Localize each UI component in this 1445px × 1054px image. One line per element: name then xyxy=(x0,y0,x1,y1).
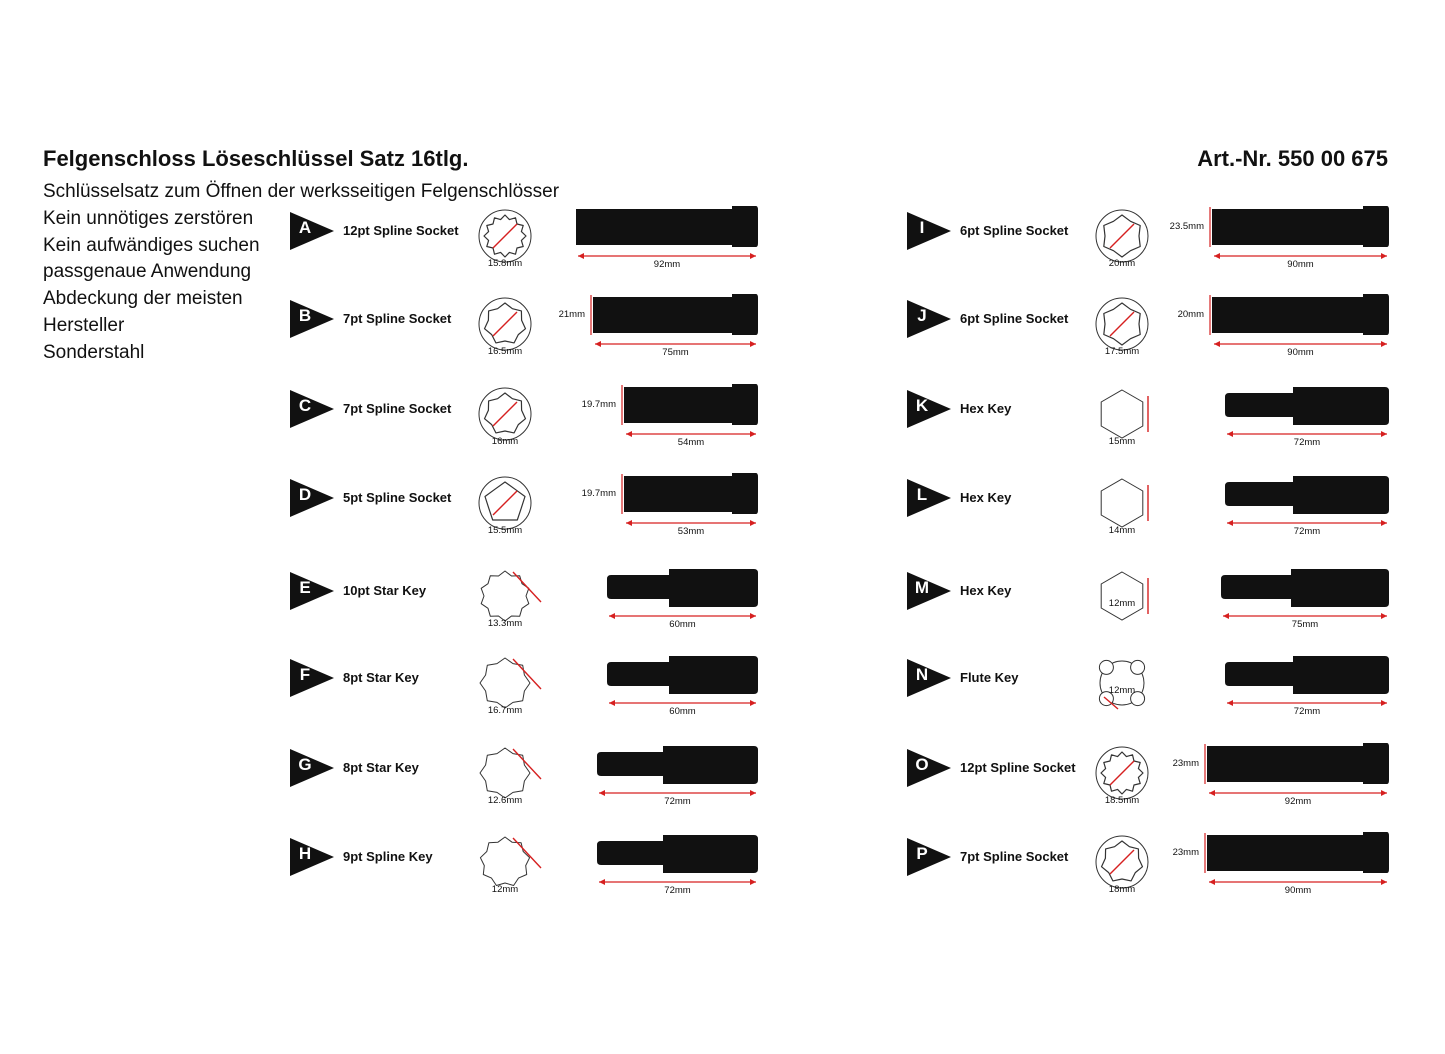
item-letter: I xyxy=(919,218,925,237)
length-dimension: 72mm xyxy=(1293,437,1321,448)
diameter-dimension: 23mm xyxy=(1172,847,1199,858)
tool-item xyxy=(290,472,810,548)
diameter-dimension: 21mm xyxy=(558,309,585,320)
length-dimension: 60mm xyxy=(669,706,696,717)
feature-item: passgenaue Anwendung xyxy=(43,261,252,283)
article-number: Art.-Nr. 550 00 675 xyxy=(1197,146,1388,171)
length-dimension: 90mm xyxy=(1284,885,1312,896)
item-name: 12pt Spline Socket xyxy=(960,760,1076,775)
tool-item xyxy=(907,742,1427,818)
item-letter: C xyxy=(298,396,312,415)
item-name: 10pt Star Key xyxy=(343,583,427,598)
diameter-marker xyxy=(618,472,626,516)
diameter-dimension: 23mm xyxy=(1172,758,1199,769)
profile-dimension: 15.8mm xyxy=(487,258,523,269)
item-name: 5pt Spline Socket xyxy=(343,490,452,505)
feature-item: Kein unnötiges zerstören xyxy=(43,207,254,229)
length-dimension: 72mm xyxy=(1293,706,1321,717)
tool-item xyxy=(907,293,1427,369)
item-name: Hex Key xyxy=(960,401,1012,416)
item-letter: B xyxy=(298,306,312,325)
item-letter: H xyxy=(298,844,312,863)
tool-item xyxy=(290,652,810,728)
item-letter: L xyxy=(916,485,928,504)
feature-item: Kein aufwändiges suchen xyxy=(43,234,260,256)
profile-dimension: 12mm xyxy=(1108,685,1136,696)
profile-dimension: 16.7mm xyxy=(487,705,523,716)
profile-dimension: 12mm xyxy=(1108,598,1136,609)
tool-item xyxy=(290,383,810,459)
item-letter: F xyxy=(299,665,311,684)
item-name: Hex Key xyxy=(960,583,1012,598)
tool-item xyxy=(290,565,810,641)
profile-dimension: 12.6mm xyxy=(487,795,523,806)
feature-item: Abdeckung der meisten xyxy=(43,288,243,310)
length-dimension: 60mm xyxy=(669,619,696,630)
page-title: Felgenschloss Löseschlüssel Satz 16tlg. xyxy=(43,146,469,171)
tool-item xyxy=(907,831,1427,907)
item-name: 12pt Spline Socket xyxy=(343,223,459,238)
length-dimension: 72mm xyxy=(664,885,691,896)
item-letter: E xyxy=(299,578,311,597)
length-dimension: 53mm xyxy=(677,526,705,537)
tool-item xyxy=(290,205,810,281)
length-dimension: 54mm xyxy=(677,437,705,448)
diameter-dimension: 20mm xyxy=(1177,309,1204,320)
feature-item: Hersteller xyxy=(43,314,125,336)
item-name: 8pt Star Key xyxy=(343,760,419,775)
profile-dimension: 16.5mm xyxy=(487,346,523,357)
profile-dimension: 12mm xyxy=(491,884,519,895)
length-dimension: 72mm xyxy=(664,796,691,807)
profile-dimension: 15.5mm xyxy=(487,525,523,536)
length-dimension: 90mm xyxy=(1287,347,1314,358)
length-dimension: 92mm xyxy=(1284,796,1312,807)
diameter-marker xyxy=(1201,742,1209,786)
profile-dimension: 14mm xyxy=(1108,525,1136,536)
diameter-marker xyxy=(1201,831,1209,875)
length-dimension: 75mm xyxy=(662,347,689,358)
item-letter: J xyxy=(917,306,927,325)
tool-item xyxy=(290,831,810,907)
length-dimension: 72mm xyxy=(1293,526,1321,537)
item-name: 7pt Spline Socket xyxy=(960,849,1069,864)
tool-item xyxy=(907,565,1427,641)
item-name: 6pt Spline Socket xyxy=(960,223,1069,238)
item-name: 7pt Spline Socket xyxy=(343,401,452,416)
diameter-dimension: 19.7mm xyxy=(581,488,616,499)
diameter-dimension: 19.7mm xyxy=(581,399,616,410)
tool-item xyxy=(907,205,1427,281)
tool-item xyxy=(290,293,810,369)
profile-dimension: 20mm xyxy=(1108,258,1136,269)
item-name: Hex Key xyxy=(960,490,1012,505)
item-letter: G xyxy=(298,755,312,774)
item-name: 8pt Star Key xyxy=(343,670,419,685)
length-dimension: 92mm xyxy=(653,259,681,270)
profile-dimension: 13.3mm xyxy=(487,618,523,629)
diameter-marker xyxy=(1206,293,1214,337)
profile-dimension: 18mm xyxy=(1108,884,1136,895)
item-name: 6pt Spline Socket xyxy=(960,311,1069,326)
item-letter: P xyxy=(916,844,928,863)
item-name: 7pt Spline Socket xyxy=(343,311,452,326)
profile-dimension: 15mm xyxy=(1108,436,1136,447)
item-name: 9pt Spline Key xyxy=(343,849,433,864)
feature-item: Sonderstahl xyxy=(43,341,145,363)
profile-dimension: 18.5mm xyxy=(1104,795,1140,806)
feature-item: Schlüsselsatz zum Öffnen der werksseitigen Felgenschlösser xyxy=(43,181,560,202)
item-name: Flute Key xyxy=(960,670,1019,685)
item-letter: O xyxy=(915,755,929,774)
diameter-dimension: 23.5mm xyxy=(1169,221,1204,232)
tool-item xyxy=(907,472,1427,548)
length-dimension: 90mm xyxy=(1287,259,1314,270)
profile-dimension: 17.5mm xyxy=(1104,346,1140,357)
item-letter: M xyxy=(914,578,930,597)
tool-item xyxy=(290,742,810,818)
item-letter: A xyxy=(298,218,312,237)
item-letter: D xyxy=(298,485,312,504)
diameter-marker xyxy=(1206,205,1214,249)
tool-item xyxy=(907,383,1427,459)
diameter-marker xyxy=(618,383,626,427)
tool-item xyxy=(907,652,1427,728)
length-dimension: 75mm xyxy=(1291,619,1319,630)
diameter-marker xyxy=(587,293,595,337)
item-letter: N xyxy=(915,665,929,684)
profile-dimension: 16mm xyxy=(491,436,519,447)
item-letter: K xyxy=(915,396,929,415)
